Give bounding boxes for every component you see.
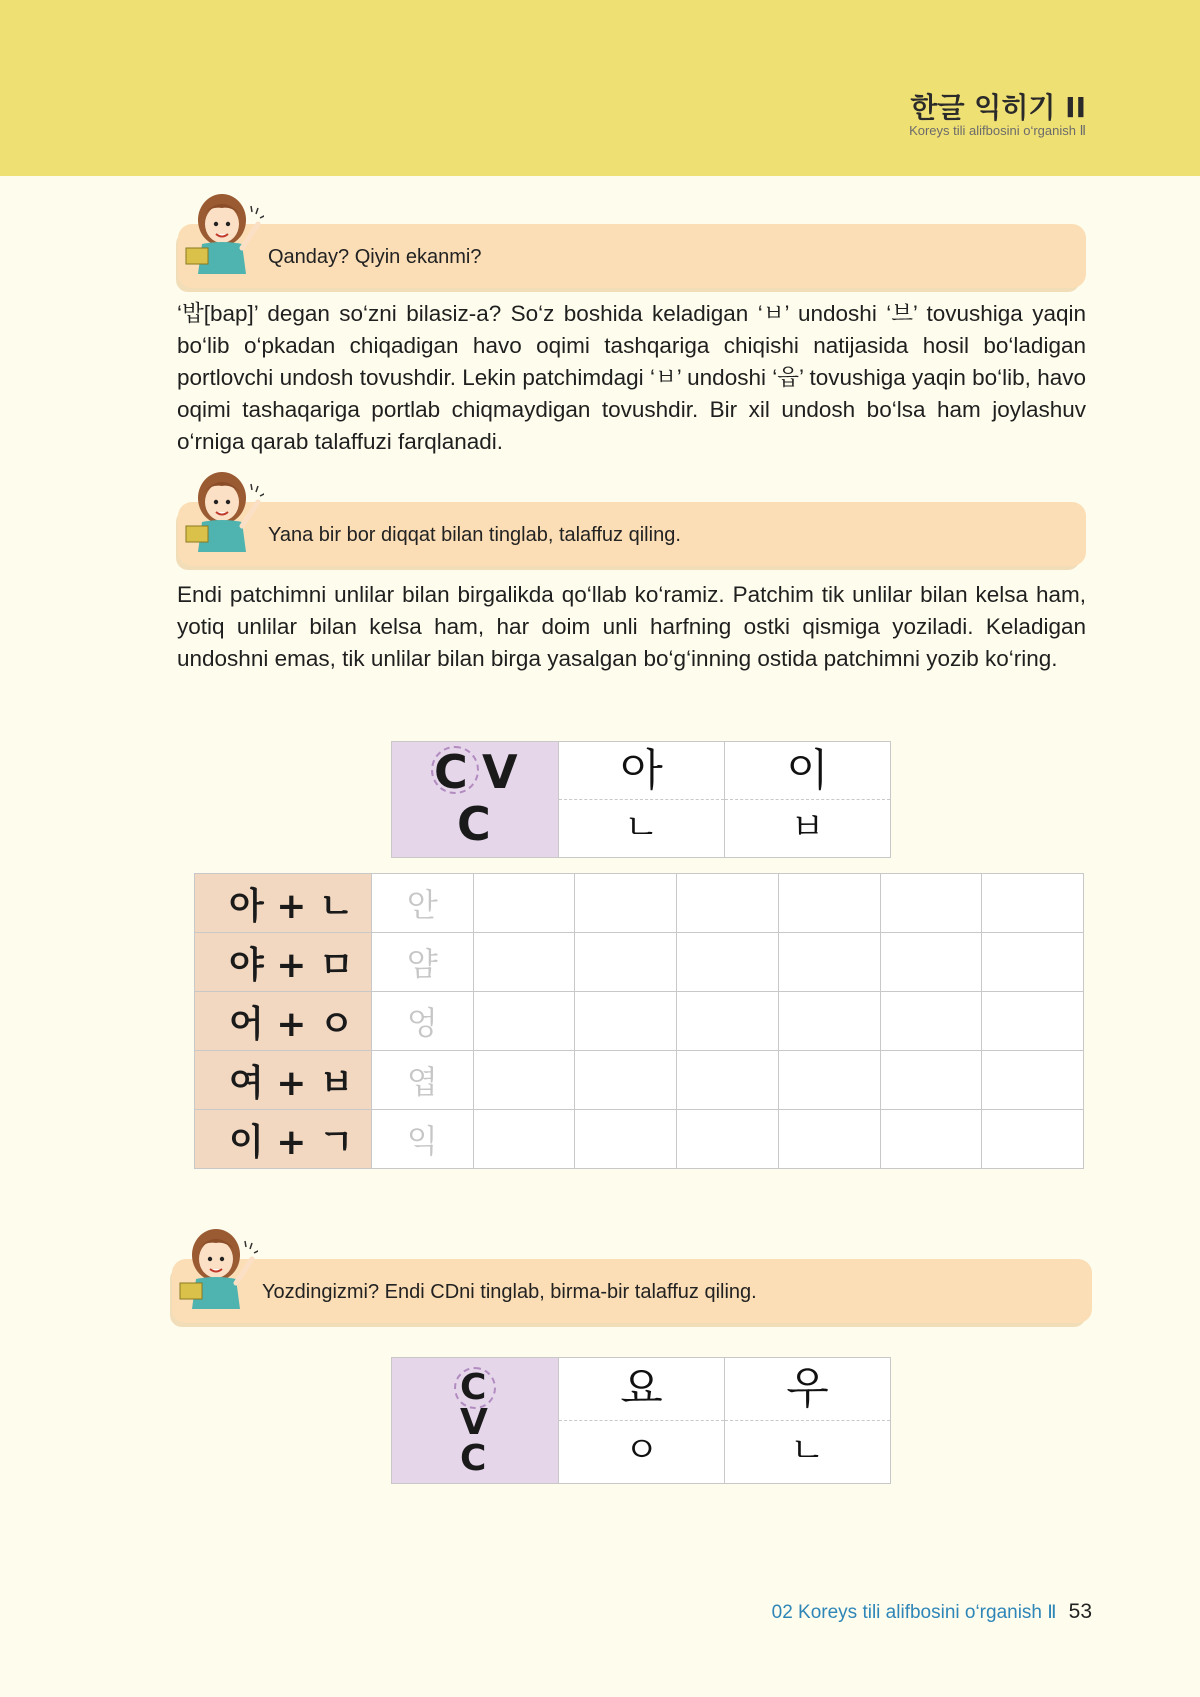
cv-example-table-2: [391, 1357, 891, 1484]
page-subtitle: Koreys tili alifbosini o‘rganish Ⅱ: [909, 123, 1086, 138]
patchim-consonant: ㅂ: [790, 807, 825, 848]
trace-syllable: 익: [371, 1110, 473, 1169]
writing-cell[interactable]: [677, 992, 779, 1051]
writing-cell[interactable]: [473, 874, 575, 933]
bubble-text: Qanday? Qiyin ekanmi?: [268, 246, 482, 268]
writing-cell[interactable]: [982, 933, 1084, 992]
writing-cell[interactable]: [575, 1110, 677, 1169]
paragraph-1: ‘밥[bap]’ degan so‘zni bilasiz-a? So‘z boshida keladigan ‘ㅂ’ undoshi ‘브’ tovushiga yaqin bo‘lib o‘pkadan chiqadigan havo oqimi tashqariga chiqishi natijasida hosil bo‘ladigan portlovchi undosh tovushdir. Lekin patchimdagi ‘ㅂ’ undoshi ‘읍’ tovushiga yaqin bo‘lib, havo oqimi tashaqariga portlab chiqmaydigan tovushdir. Bir xil undosh bo‘lsa ham joylashuv o‘rniga qarab talaffuzi farqlanadi.: [177, 301, 1086, 454]
vowel-syllable: 요: [559, 1358, 724, 1421]
writing-cell[interactable]: [473, 1051, 575, 1110]
teacher-avatar-icon: [174, 1219, 258, 1311]
speech-bubble-2: [178, 502, 1086, 566]
cv-label-cell: [392, 742, 559, 857]
cv-label-c: C: [460, 1367, 487, 1408]
cv-example-table-1: [391, 741, 891, 858]
table-row: [195, 992, 1084, 1051]
syllable-formula: 아 + ㄴ: [195, 874, 372, 933]
cv-label-patchim: C: [457, 797, 491, 851]
syllable-formula: 여 + ㅂ: [195, 1051, 372, 1110]
syllable-formula: 어 + ㅇ: [195, 992, 372, 1051]
writing-cell[interactable]: [575, 933, 677, 992]
writing-cell[interactable]: [880, 933, 982, 992]
writing-cell[interactable]: [880, 874, 982, 933]
page-footer: [772, 1600, 1092, 1624]
writing-cell[interactable]: [677, 1051, 779, 1110]
paragraph-2: Endi patchimni unlilar bilan birgalikda qo‘llab ko‘ramiz. Patchim tik unlilar bilan kelsa ham, yotiq unlilar bilan kelsa ham, har doim unli harfning ostki qismiga yoziladi. Keladigan undoshni emas, tik unlilar bilan birga yasalgan bo‘g‘inning ostida patchimni yozib ko‘ring.: [177, 582, 1086, 671]
teacher-avatar-icon: [180, 462, 264, 554]
patchim-consonant: ㄴ: [624, 807, 659, 848]
cv-label-cell: [392, 1358, 559, 1483]
writing-cell[interactable]: [473, 1110, 575, 1169]
cv-column: [559, 742, 724, 857]
writing-cell[interactable]: [473, 933, 575, 992]
vowel-syllable: 이: [725, 742, 890, 800]
writing-cell[interactable]: [575, 1051, 677, 1110]
writing-cell[interactable]: [778, 992, 880, 1051]
vowel-syllable: 아: [559, 742, 724, 800]
speech-bubble-1: [178, 224, 1086, 288]
writing-cell[interactable]: [575, 874, 677, 933]
writing-cell[interactable]: [778, 1110, 880, 1169]
writing-cell[interactable]: [677, 1110, 779, 1169]
page-header: [0, 0, 1200, 176]
cv-column: [724, 742, 890, 857]
writing-cell[interactable]: [880, 1051, 982, 1110]
writing-cell[interactable]: [982, 1051, 1084, 1110]
writing-cell[interactable]: [778, 874, 880, 933]
teacher-avatar-icon: [180, 184, 264, 276]
writing-cell[interactable]: [982, 992, 1084, 1051]
writing-cell[interactable]: [677, 933, 779, 992]
cv-column: [559, 1358, 724, 1483]
speech-bubble-3: [172, 1259, 1092, 1323]
patchim-consonant: ㄴ: [790, 1430, 825, 1471]
vowel-syllable: 우: [725, 1358, 890, 1421]
cv-label-patchim: C: [460, 1438, 487, 1479]
chapter-label: 02 Koreys tili alifbosini o‘rganish Ⅱ: [771, 1602, 1057, 1623]
writing-cell[interactable]: [677, 874, 779, 933]
table-row: [195, 933, 1084, 992]
table-row: [195, 1051, 1084, 1110]
writing-cell[interactable]: [982, 874, 1084, 933]
trace-syllable: 엽: [371, 1051, 473, 1110]
writing-cell[interactable]: [778, 1051, 880, 1110]
cv-label-v: V: [460, 1402, 488, 1443]
trace-syllable: 얌: [371, 933, 473, 992]
cv-column: [724, 1358, 890, 1483]
bubble-text: Yozdingizmi? Endi CDni tinglab, birma-bir talaffuz qiling.: [262, 1281, 757, 1303]
cv-label-v: V: [482, 745, 518, 799]
writing-cell[interactable]: [880, 1110, 982, 1169]
page-number: 53: [1068, 1600, 1092, 1623]
cv-label-c: C: [434, 745, 468, 799]
patchim-consonant: ㅇ: [624, 1430, 659, 1471]
syllable-formula: 이 + ㄱ: [195, 1110, 372, 1169]
table-row: [195, 1110, 1084, 1169]
syllable-formula: 야 + ㅁ: [195, 933, 372, 992]
writing-practice-table: [194, 873, 1084, 1169]
trace-syllable: 엉: [371, 992, 473, 1051]
writing-cell[interactable]: [778, 933, 880, 992]
writing-cell[interactable]: [575, 992, 677, 1051]
page-title: 한글 익히기 II: [910, 91, 1086, 124]
trace-syllable: 안: [371, 874, 473, 933]
bubble-text: Yana bir bor diqqat bilan tinglab, talaffuz qiling.: [268, 524, 681, 546]
writing-cell[interactable]: [473, 992, 575, 1051]
writing-cell[interactable]: [880, 992, 982, 1051]
table-row: [195, 874, 1084, 933]
writing-cell[interactable]: [982, 1110, 1084, 1169]
